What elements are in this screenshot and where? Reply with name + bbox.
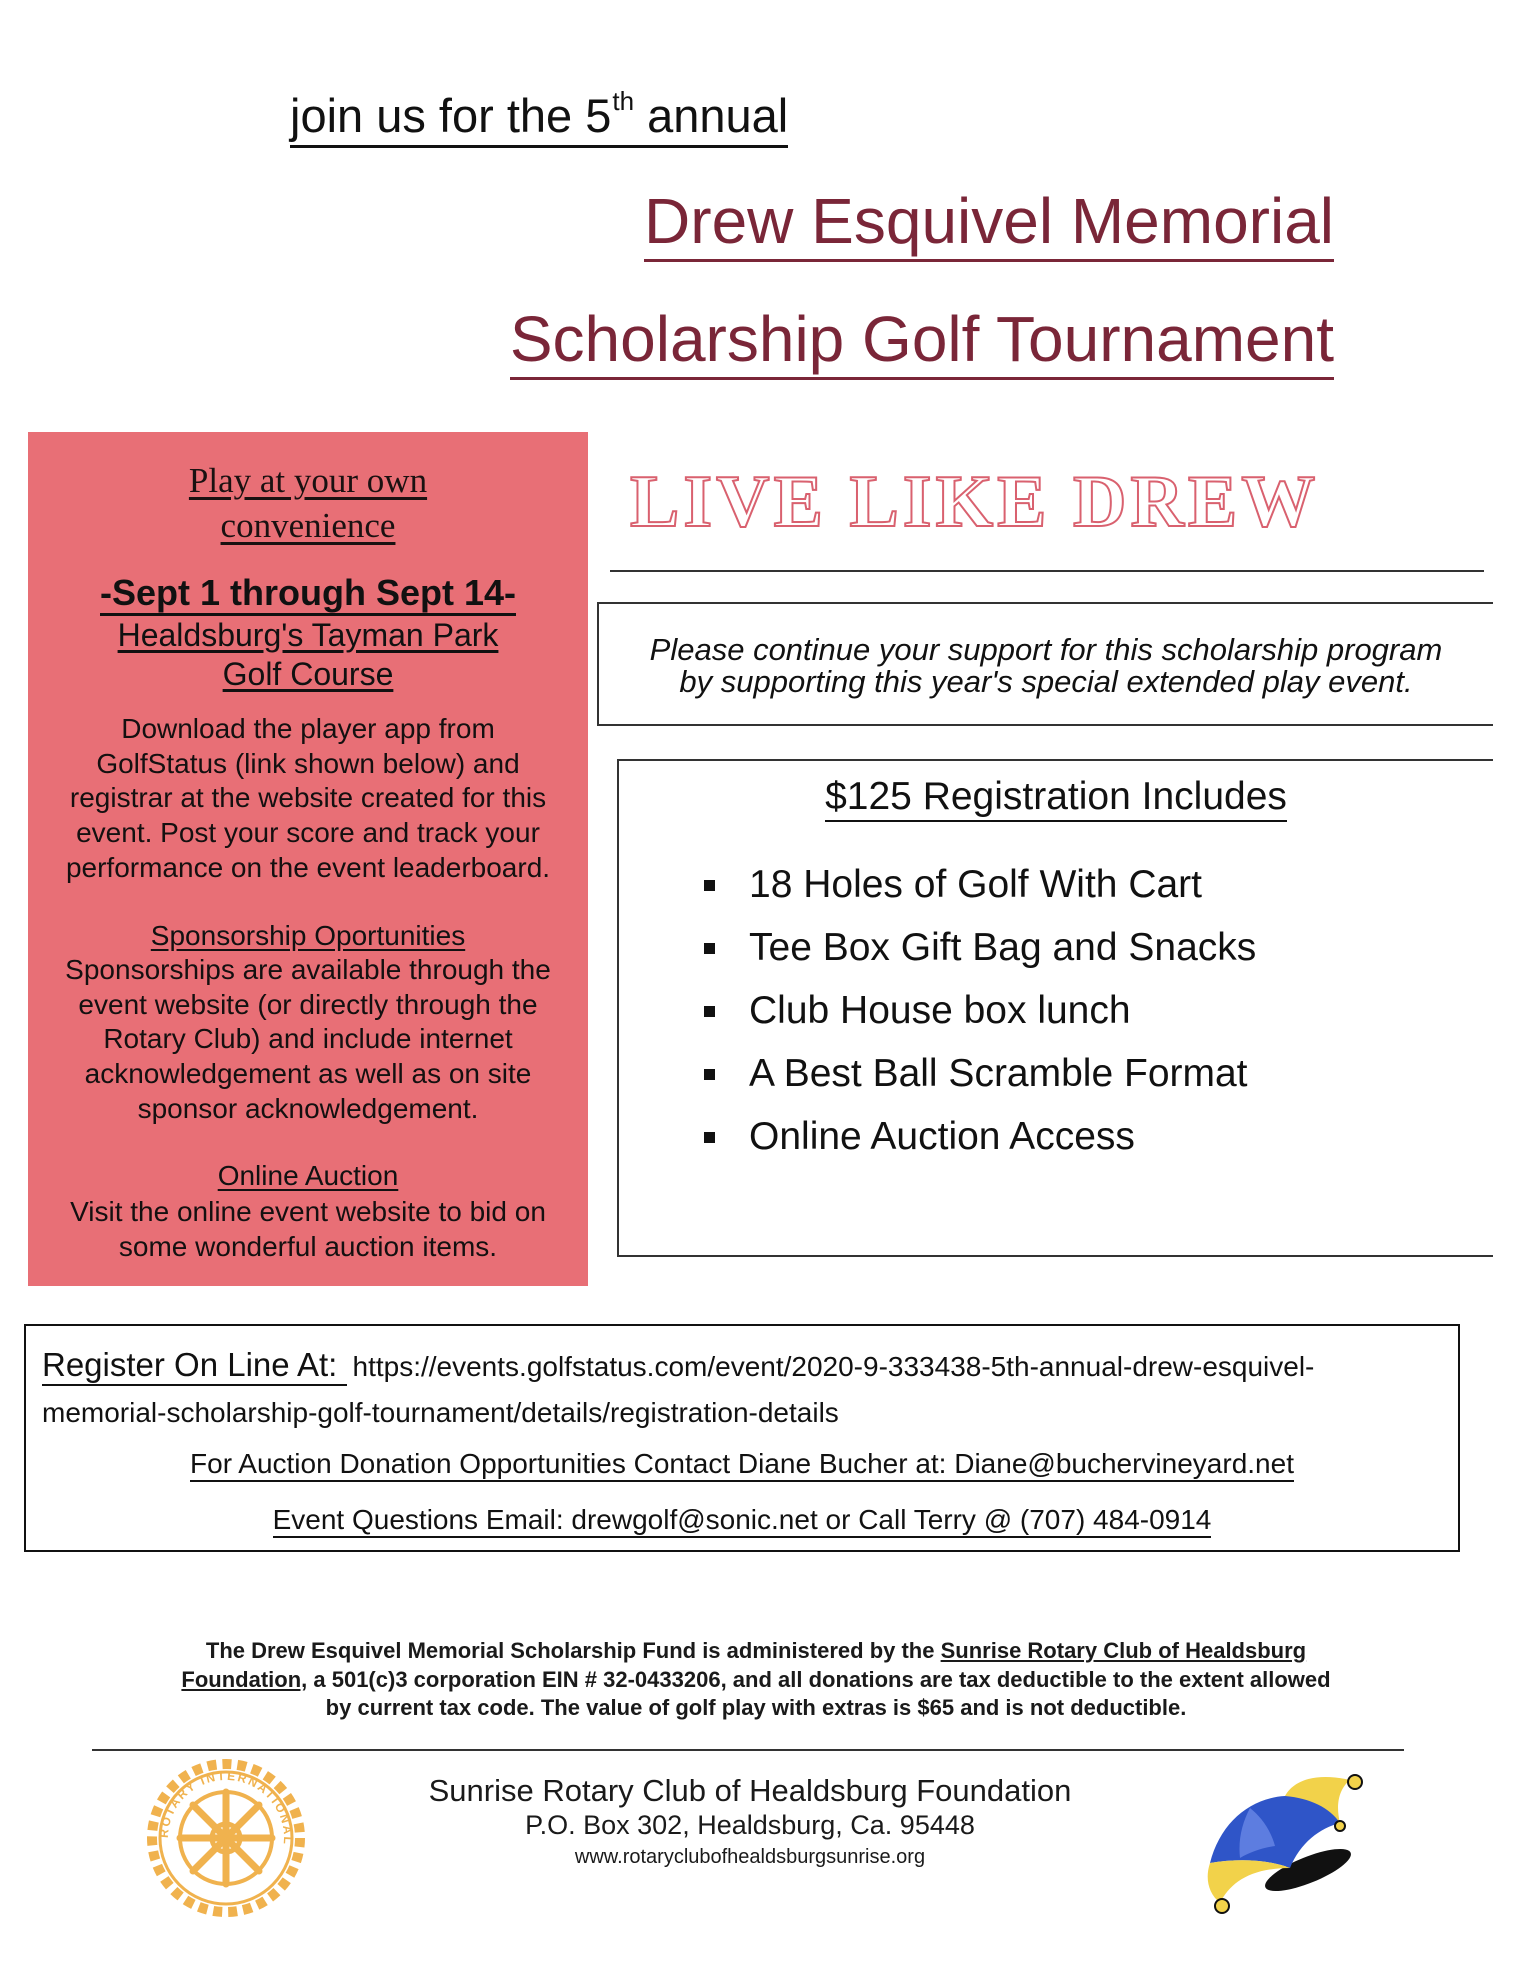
registration-title-text: $125 Registration Includes bbox=[825, 775, 1287, 822]
event-questions bbox=[26, 1504, 1458, 1536]
organization-name: Sunrise Rotary Club of Healdsburg Foundation bbox=[428, 1773, 1072, 1808]
sponsorship-line: event website (or directly through the bbox=[78, 988, 538, 1020]
details-panel bbox=[28, 432, 588, 1286]
download-line: GolfStatus (link shown below) and bbox=[96, 747, 520, 779]
registration-link[interactable]: https://events.golfstatus.com/event/2020-9-333438-5th-annual-drew-esquivel- bbox=[352, 1351, 1315, 1382]
register-box bbox=[24, 1324, 1460, 1552]
sponsorship-line: Rotary Club) and include internet bbox=[103, 1023, 513, 1055]
support-line2: by supporting this year's special extended play event. bbox=[679, 663, 1413, 699]
event-title-line2: Scholarship Golf Tournament bbox=[510, 306, 1334, 380]
disclaimer-text: by current tax code. The value of golf play with extras is $65 and is not deductible. bbox=[325, 1695, 1187, 1721]
foundation-link[interactable]: Sunrise Rotary Club of Healdsburg bbox=[940, 1638, 1307, 1663]
support-text bbox=[599, 634, 1493, 697]
download-line: event. Post your score and track your bbox=[76, 817, 540, 849]
organization-website[interactable]: www.rotaryclubofhealdsburgsunrise.org bbox=[574, 1845, 926, 1868]
intro-line bbox=[290, 86, 788, 148]
list-item: 18 Holes of Golf With Cart bbox=[704, 853, 1256, 916]
list-item: Tee Box Gift Bag and Snacks bbox=[704, 916, 1256, 979]
event-title-line1: Drew Esquivel Memorial bbox=[644, 188, 1334, 262]
download-line: registrar at the website created for this bbox=[69, 782, 547, 814]
auction-contact-text[interactable]: For Auction Donation Opportunities Contact Diane Bucher at: Diane@buchervineyard.net bbox=[190, 1448, 1294, 1482]
download-line: performance on the event leaderboard. bbox=[65, 851, 551, 883]
support-box bbox=[597, 602, 1493, 726]
panel-heading-line2: convenience bbox=[220, 506, 396, 545]
auction-contact bbox=[26, 1448, 1458, 1480]
auction-text bbox=[28, 1195, 588, 1264]
list-item: A Best Ball Scramble Format bbox=[704, 1042, 1256, 1105]
list-item: Club House box lunch bbox=[704, 979, 1256, 1042]
registration-link-cont[interactable]: memorial-scholarship-golf-tournament/details/registration-details bbox=[42, 1397, 839, 1428]
list-item: Online Auction Access bbox=[704, 1105, 1256, 1168]
organization-info bbox=[330, 1772, 1170, 1871]
registration-title bbox=[619, 775, 1493, 819]
register-lead: Register On Line At: bbox=[42, 1346, 347, 1386]
jester-hat-icon bbox=[1190, 1768, 1380, 1918]
sponsorship-heading: Sponsorship Oportunities bbox=[150, 920, 466, 951]
footer-divider bbox=[92, 1749, 1404, 1751]
venue-line1: Healdsburg's Tayman Park bbox=[117, 617, 499, 653]
auction-heading: Online Auction bbox=[217, 1160, 399, 1191]
disclaimer-text: The Drew Esquivel Memorial Scholarship Fund is administered by the bbox=[205, 1638, 941, 1663]
rotary-logo-icon bbox=[146, 1758, 306, 1918]
event-dates bbox=[28, 572, 588, 614]
intro-text: join us for the 5 bbox=[290, 89, 612, 142]
registration-box bbox=[617, 759, 1493, 1257]
auction-line: some wonderful auction items. bbox=[118, 1230, 498, 1262]
auction-line: Visit the online event website to bid on bbox=[70, 1196, 546, 1227]
sponsorship-line: Sponsorships are available through the bbox=[65, 954, 551, 985]
registration-list bbox=[704, 853, 1256, 1168]
disclaimer bbox=[96, 1637, 1416, 1723]
sponsorship-text bbox=[28, 953, 588, 1127]
download-text bbox=[28, 712, 588, 886]
disclaimer-text: a 501(c)3 corporation EIN # 32-0433206, and all donations are tax deductible to the extent allowed bbox=[307, 1666, 1331, 1692]
register-line1 bbox=[42, 1346, 1314, 1384]
sponsorship-line: acknowledgement as well as on site bbox=[84, 1058, 532, 1090]
divider bbox=[610, 570, 1484, 572]
rotary-logo-text: ROTARY INTERNATIONAL bbox=[156, 1768, 296, 1847]
intro-text-end: annual bbox=[634, 89, 789, 142]
event-questions-text[interactable]: Event Questions Email: drewgolf@sonic.net or Call Terry @ (707) 484-0914 bbox=[273, 1504, 1212, 1538]
slogan: LIVE LIKE DREW bbox=[630, 461, 1320, 543]
support-line1: Please continue your support for this scholarship program bbox=[649, 632, 1443, 667]
organization-address: P.O. Box 302, Healdsburg, Ca. 95448 bbox=[525, 1810, 975, 1841]
panel-heading-line1: Play at your own bbox=[188, 461, 428, 500]
sponsorship-line: sponsor acknowledgement. bbox=[137, 1092, 479, 1124]
intro-superscript: th bbox=[612, 86, 635, 116]
download-line: Download the player app from bbox=[121, 713, 495, 744]
event-dates-text: -Sept 1 through Sept 14- bbox=[100, 572, 516, 616]
foundation-link-cont[interactable]: Foundation, bbox=[181, 1666, 308, 1692]
venue-line2: Golf Course bbox=[222, 656, 394, 692]
